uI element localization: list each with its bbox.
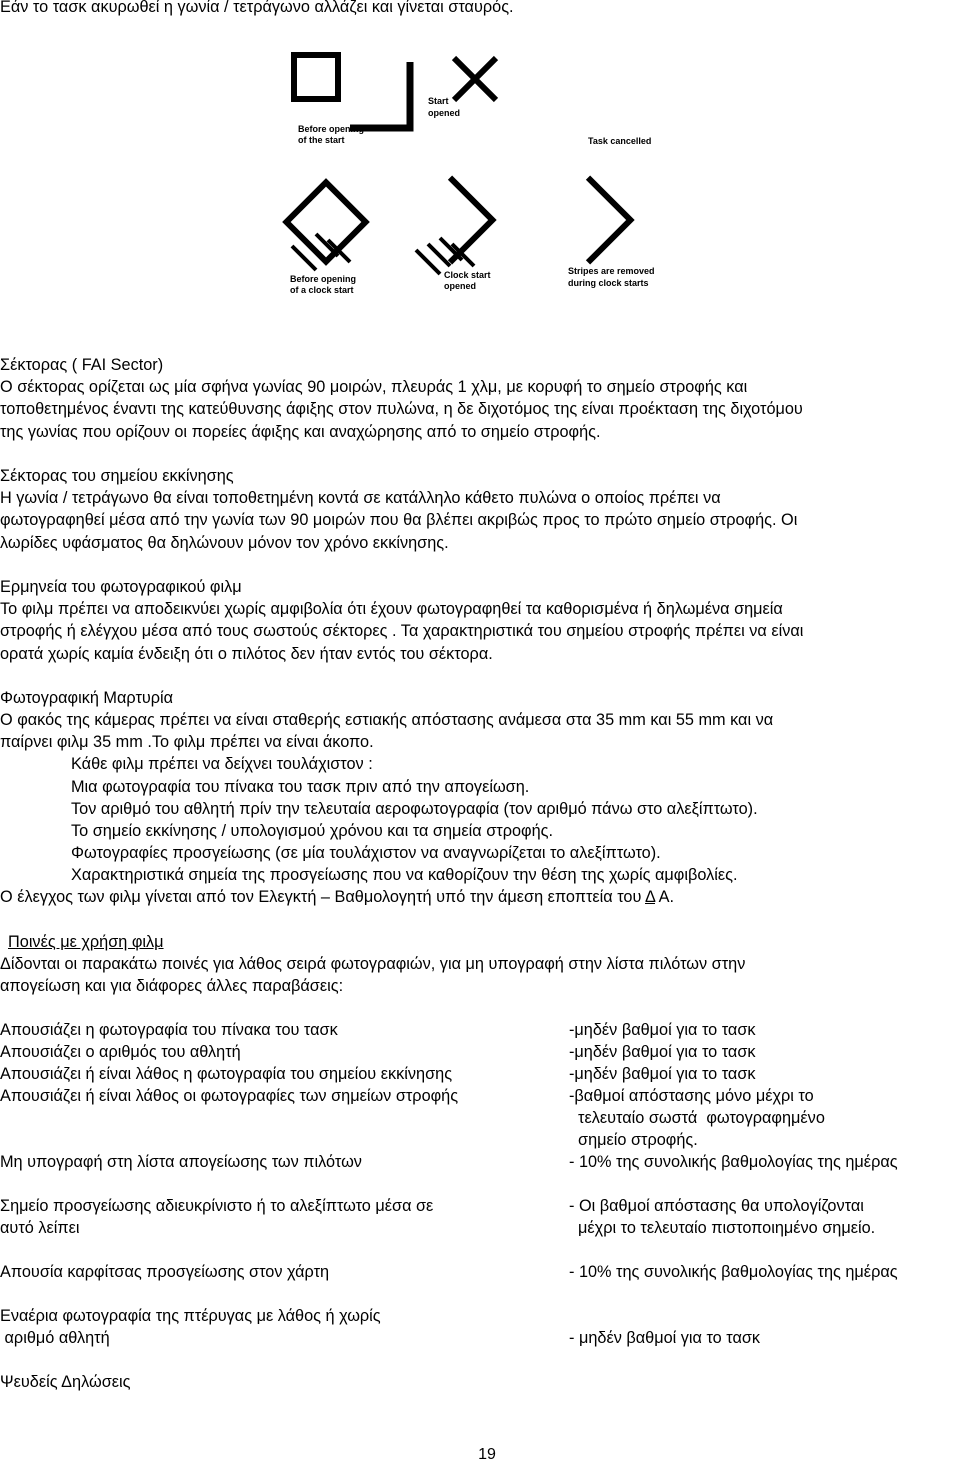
sector-line: τοποθετημένος έναντι της κατεύθυνσης άφιξης στον πυλώνα, η δε διχοτόμος της είναι προέκταση της διχοτόμου [0, 400, 803, 418]
evidence-item: Φωτογραφίες προσγείωσης (σε μία τουλάχιστον να αναγνωρίζεται το αλεξίπτωτο). [71, 844, 661, 862]
false-declarations-heading: Ψευδείς Δηλώσεις [0, 1373, 131, 1391]
penalties-intro: απογείωση και για διάφορες άλλες παραβάσεις: [0, 977, 344, 995]
svg-text:Before opening: Before opening [298, 124, 365, 134]
start-sector-line: φωτογραφηθεί μέσα από την γωνία των 90 μοιρών που θα βλέπει ακριβώς προς το πρώτο σημείο στροφής. Οι [0, 511, 798, 529]
corner-start-opened [350, 62, 410, 128]
penalty-value: μέχρι το τελευταίο πιστοποιημένο σημείο. [569, 1219, 876, 1237]
page-number: 19 [478, 1446, 496, 1463]
film-control-note [0, 886, 674, 909]
square-before-start [294, 55, 338, 99]
photo-evidence-heading: Φωτογραφική Μαρτυρία [0, 689, 174, 707]
penalty-offense: Μη υπογραφή στη λίστα απογείωσης των πιλότων [0, 1153, 362, 1171]
penalties-heading: Ποινές με χρήση φιλμ [8, 933, 164, 951]
svg-text:opened: opened [428, 108, 461, 118]
evidence-item: Το σημείο εκκίνησης / υπολογισμού χρόνου και τα σημεία στροφής. [71, 822, 554, 840]
penalty-value: - 10% της συνολικής βαθμολογίας της ημέρας [569, 1263, 898, 1281]
svg-text:Clock start: Clock start [444, 270, 491, 280]
penalty-value: σημείο στροφής. [569, 1131, 698, 1149]
penalty-value: -μηδέν βαθμοί για το τασκ [569, 1043, 756, 1061]
cross-task-cancelled [454, 58, 496, 100]
penalty-value: - Οι βαθμοί απόστασης θα υπολογίζονται [569, 1197, 864, 1215]
penalty-offense: Εναέρια φωτογραφία της πτέρυγας με λάθος ή χωρίς [0, 1307, 381, 1325]
svg-text:Start: Start [428, 96, 449, 106]
film-control-prefix: Ο έλεγχος των φιλμ γίνεται από τον Ελεγκτή – Βαθμολογητή υπό την άμεση εποπτεία του [0, 888, 645, 906]
photo-sector-figure [268, 40, 684, 332]
start-sector-heading: Σέκτορας του σημείου εκκίνησης [0, 467, 234, 485]
film-control-underlined: Δ [645, 888, 655, 906]
penalty-offense: Απουσιάζει ή είναι λάθος οι φωτογραφίες των σημείων στροφής [0, 1087, 459, 1105]
evidence-item: Τον αριθμό του αθλητή πρίν την τελευταία αεροφωτογραφία (τον αριθμό πάνω στο αλεξίπτωτο). [71, 800, 758, 818]
film-control-suffix: Α. [654, 888, 674, 906]
penalty-offense: αριθμό αθλητή [0, 1329, 110, 1347]
penalty-offense: Απουσιάζει ή είναι λάθος η φωτογραφία του σημείου εκκίνησης [0, 1065, 453, 1083]
start-sector-line: Η γωνία / τετράγωνο θα είναι τοποθετημένη κοντά σε κατάλληλο κάθετο πυλώνα ο οποίος πρέπει να [0, 489, 721, 507]
photo-evidence-line: Ο φακός της κάμερας πρέπει να είναι σταθερής εστιακής απόστασης ανάμεσα στα 35 mm και 55 mm και να [0, 711, 774, 729]
penalty-value: -βαθμοί απόστασης μόνο μέχρι το [569, 1087, 814, 1105]
penalty-offense: Απουσιάζει η φωτογραφία του πίνακα του τασκ [0, 1021, 338, 1039]
film-line: ορατά χωρίς καμία ένδειξη ότι ο πιλότος δεν ήταν εντός του σέκτορα. [0, 645, 493, 663]
svg-text:of the start: of the start [298, 135, 345, 145]
penalty-value: - 10% της συνολικής βαθμολογίας της ημέρας [569, 1153, 898, 1171]
evidence-item: Κάθε φιλμ πρέπει να δείχνει τουλάχιστον : [71, 755, 373, 773]
penalty-value: -μηδέν βαθμοί για το τασκ [569, 1021, 756, 1039]
penalty-value: -μηδέν βαθμοί για το τασκ [569, 1065, 756, 1083]
sector-heading: Σέκτορας ( FAI Sector) [0, 356, 164, 374]
sector-line: Ο σέκτορας ορίζεται ως μία σφήνα γωνίας 90 μοιρών, πλευράς 1 χλμ, με κορυφή το σημείο στροφής και [0, 378, 748, 396]
svg-text:Task cancelled: Task cancelled [588, 136, 652, 146]
penalty-value: - μηδέν βαθμοί για το τασκ [569, 1329, 761, 1347]
film-line: Το φιλμ πρέπει να αποδεικνύει χωρίς αμφιβολία ότι έχουν φωτογραφηθεί τα καθορισμένα ή δηλωμένα σημεία [0, 600, 783, 618]
svg-text:of a clock start: of a clock start [290, 285, 354, 295]
film-interpretation-heading: Ερμηνεία του φωτογραφικού φιλμ [0, 578, 242, 596]
svg-text:Stripes are removed: Stripes are removed [568, 266, 655, 276]
evidence-item: Χαρακτηριστικά σημεία της προσγείωσης που να καθορίζουν την θέση της χωρίς αμφιβολίες. [71, 866, 738, 884]
evidence-item: Μια φωτογραφία του πίνακα του τασκ πριν από την απογείωση. [71, 778, 530, 796]
start-sector-line: λωρίδες υφάσματος θα δηλώνουν μόνον τον χρόνο εκκίνησης. [0, 534, 449, 552]
top-note: Εάν το τασκ ακυρωθεί η γωνία / τετράγωνο αλλάζει και γίνεται σταυρός. [0, 0, 514, 16]
penalty-offense: Απουσιάζει ο αριθμός του αθλητή [0, 1043, 241, 1061]
svg-text:opened: opened [444, 281, 477, 291]
penalty-offense: Απουσία καρφίτσας προσγείωσης στον χάρτη [0, 1263, 330, 1281]
svg-text:Before opening: Before opening [290, 274, 357, 284]
film-line: στροφής ή ελέγχου μέσα από τους σωστούς σέκτορες . Τα χαρακτηριστικά του σημείου στροφής πρέπει να είναι [0, 622, 804, 640]
sector-line: της γωνίας που ορίζουν οι πορείες άφιξης και αναχώρησης από το σημείο στροφής. [0, 423, 601, 441]
svg-text:during clock starts: during clock starts [568, 278, 649, 288]
stripes-removed-shape [546, 178, 631, 263]
penalty-offense: αυτό λείπει [0, 1219, 80, 1237]
photo-evidence-line: παίρνει φιλμ 35 mm .Το φιλμ πρέπει να είναι άκοπο. [0, 733, 374, 751]
penalty-value: τελευταίο σωστά φωτογραφημένο [569, 1109, 825, 1127]
penalties-intro: Δίδονται οι παρακάτω ποινές για λάθος σειρά φωτογραφιών, για μη υπογραφή στην λίστα πιλότων στην [0, 955, 746, 973]
penalty-offense: Σημείο προσγείωσης αδιευκρίνιστο ή το αλεξίπτωτο μέσα σε [0, 1197, 434, 1215]
